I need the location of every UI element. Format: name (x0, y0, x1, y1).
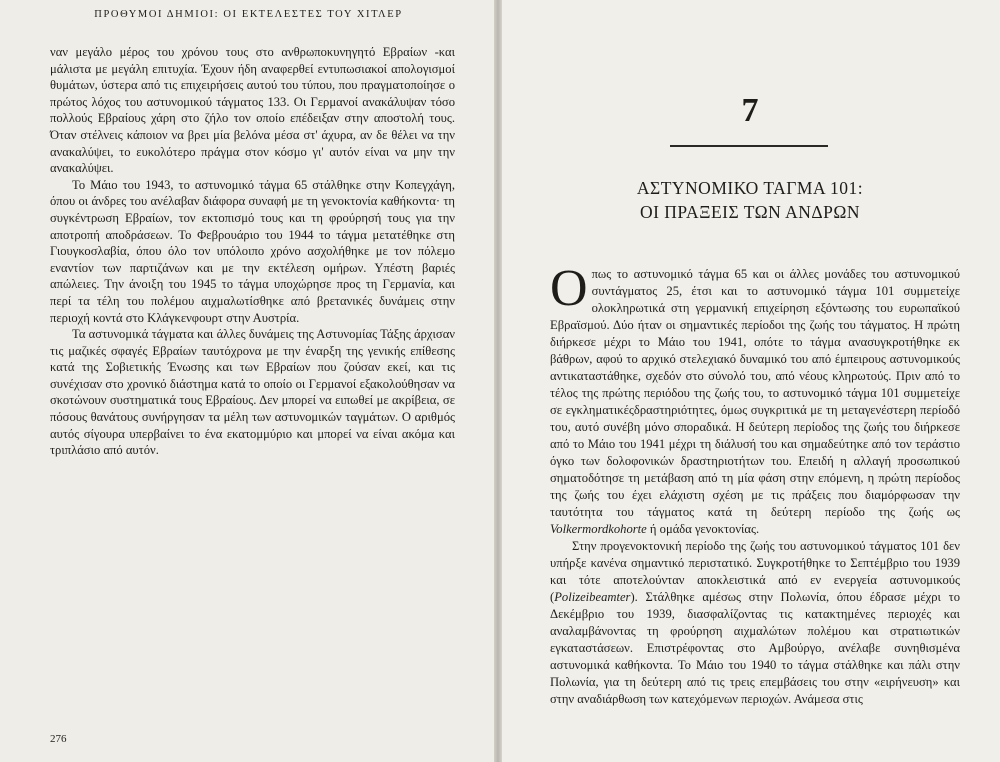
right-paragraph-2-text: Στην προγενοκτονική περίοδο της ζωής του αστυνομικού τάγματος 101 δεν υπήρξε κανένα σημαντικό περιστατικό. Συγκροτήθηκε το Σεπτέμβριο του 1939 και τότε αποτελούνταν αποκλειστικά από εν ενεργεία αστυνομικούς ( (550, 539, 960, 604)
running-head: ΠΡΟΘΥΜΟΙ ΔΗΜΙΟΙ: ΟΙ ΕΚΤΕΛΕΣΤΕΣ ΤΟΥ ΧΙΤΛΕΡ (94, 9, 403, 20)
left-paragraph-3: Τα αστυνομικά τάγματα και άλλες δυνάμεις της Αστυνομίας Τάξης άρχισαν τις μαζικές σφαγές Εβραίων ταυτόχρονα με την έναρξη της γενικής επίθεσης κατά της Σοβιετικής Ένωσης και των Εβραίων που ζούσαν εκεί, και τις συνέχισαν στο χρονικό διάστημα κατά το οποίο οι Γερμανοί εξακολούθησαν να σκοτώνουν συστηματικά τους Εβραίους. Δεν μπορεί να ειπωθεί με ακρίβεια, σε πόσους θανάτους συνήργησαν τα μέλη των αστυνομικών ταγμάτων. Ο αριθμός αυτός σίγουρα υπερβαίνει το ένα εκατομμύριο και μπορεί να είναι ακόμα και τριπλάσιο από αυτόν. (50, 327, 455, 458)
page-number: 276 (50, 733, 67, 745)
right-paragraph-1 (550, 260, 960, 538)
drop-cap: Ο (550, 260, 588, 317)
right-paragraph-2-end: ). Στάλθηκε αμέσως στην Πολωνία, όπου έδρασε μέχρι το Δεκέμβριο του 1939, διασφαλίζοντας τις κατακτημένες περιοχές και αναλαμβάνοντας τη φρούρηση αιχμαλώτων πολέμου και στρατιωτικών εγκαταστάσεων. Επιστρέφοντας στο Αμβούργο, ανέλαβε συνηθισμένα αστυνομικά καθήκοντα. Το Μάιο του 1940 το τάγμα στάλθηκε και πάλι στην Πολωνία, για τη δεύτερη από τις τρεις επεμβάσεις του στην «ειρήνευση» και στην αναδιάρθωση των κατεχόμενων περιοχών. Ανάμεσα στις (550, 590, 960, 706)
foreign-term-volkermordkohorte: Volkermordkohorte (550, 522, 647, 536)
left-paragraph-2: Το Μάιο του 1943, το αστυνομικό τάγμα 65 στάλθηκε στην Κοπεγχάγη, όπου οι άνδρες του ανέλαβαν διάφορα συναφή με τη γενοκτονία καθήκοντα· τη συγκέντρωση Εβραίων, τον εκτοπισμό τους και τη φρούρησή τους για την αποτροπή αποδράσεων. Το Φεβρουάριο του 1944 το τάγμα μετατέθηκε στη Γιουγκοσλαβία, όπου όλο τον υπόλοιπο χρόνο ασχολήθηκε με τον πόλεμο εναντίον των παρτιζάνων και με την εκτέλεση ομήρων. Υπέστη βαριές απώλειες. Την άνοιξη του 1945 το τάγμα υποχώρησε προς τη Γερμανία, και περί τα τέλη του πολέμου αιχμαλωτίσθηκε από βρετανικές δυνάμεις στην περιοχή κοντά στο Κλάγκενφουρτ στην Αυστρία. (50, 177, 455, 325)
left-page-body (50, 44, 455, 459)
right-page-body (550, 260, 960, 708)
left-page (0, 0, 497, 762)
chapter-title (560, 176, 940, 224)
right-paragraph-1-text: πως το αστυνομικό τάγμα 65 και οι άλλες μονάδες του αστυνομικού συντάγματος 25, έτσι και το αστυνομικό τάγμα 101 συμμετείχε ολοκληρωτικά στη γερμανική επιχείρηση εξόντωσης του ευρωπαϊκού Εβραϊσμού. Δύο ήταν οι σημαντικές περίοδοι της ζωής του τάγματος. Η πρώτη διήρκεσε μέχρι το Μάιο του 1941, οπότε το τάγμα ανασυγκροτήθηκε εκ βάθρων, αφού το αρχικό στελεχιακό δυναμικό του από έμπειρους αστυνομικούς αντικαταστάθηκε, σχεδόν στο σύνολό του, από νέους κληρωτούς. Πριν από το τέλος της πρώτης περιόδου της ζωής του, το αστυνομικό τάγμα 101 συμμετείχε σε εγκληματικέςδραστηριότητες, όμως συγκριτικά με τη μεταγενέστερη περίοδό του, αυτό συνέβη μόνο σποραδικά. Η δεύτερη περίοδος της ζωής του διήρκεσε από το Μάιο του 1941 μέχρι τη διάλυσή του και σημαδεύτηκε από τον τεράστιο όγκο των δολοφονικών δραστηριοτήτων του. Επειδή η αλλαγή προσωπικού σηματοδότησε τη μετάβαση από τη μία φάση στην επόμενη, η πρώτη περίοδος της ζωής του έχει ελάχιστη σχέση με τις πράξεις που διαμόρφωσαν την ταυτότητα του τάγματος κατά τη δεύτερη περίοδο της ζωής ως (550, 267, 960, 519)
foreign-term-polizeibeamter: Polizeibeamter (554, 590, 631, 604)
chapter-title-line-1: ΑΣΤΥΝΟΜΙΚΟ ΤΑΓΜΑ 101: (636, 178, 864, 198)
left-paragraph-1: ναν μεγάλο μέρος του χρόνου τους στο ανθρωποκυνηγητό Εβραίων -και μάλιστα με μεγάλη επιτυχία. Έχουν ήδη αναφερθεί εντυπωσιακοί απολογισμοί θυμάτων, ύστερα από τις επιχειρήσεις αυτού του τύπου, που πραγματοποίησε ο πρώτος λόχος του αστυνομικού τάγματος 133. Οι Γερμανοί ανακάλυψαν τόσο πολλούς Εβραίους χάρη στο ζήλο τον οποίο επέδειξαν στην αποστολή τους. Όταν στέλνεις κάποιον να βρει μία βελόνα μέσα στ' άχυρα, αν δε θέλει να την ανακαλύψει, το ευκολότερο πράγμα στον κόσμο γι' αυτόν είναι να μην την ανακαλύψει. (50, 45, 455, 176)
chapter-rule (670, 145, 828, 147)
right-paragraph-1-end: ή ομάδα γενοκτονίας. (649, 522, 760, 536)
right-paragraph-2 (550, 538, 960, 708)
chapter-title-line-2: ΟΙ ΠΡΑΞΕΙΣ ΤΩΝ ΑΝΔΡΩΝ (639, 202, 861, 222)
chapter-number: 7 (741, 92, 759, 129)
book-gutter (494, 0, 502, 762)
